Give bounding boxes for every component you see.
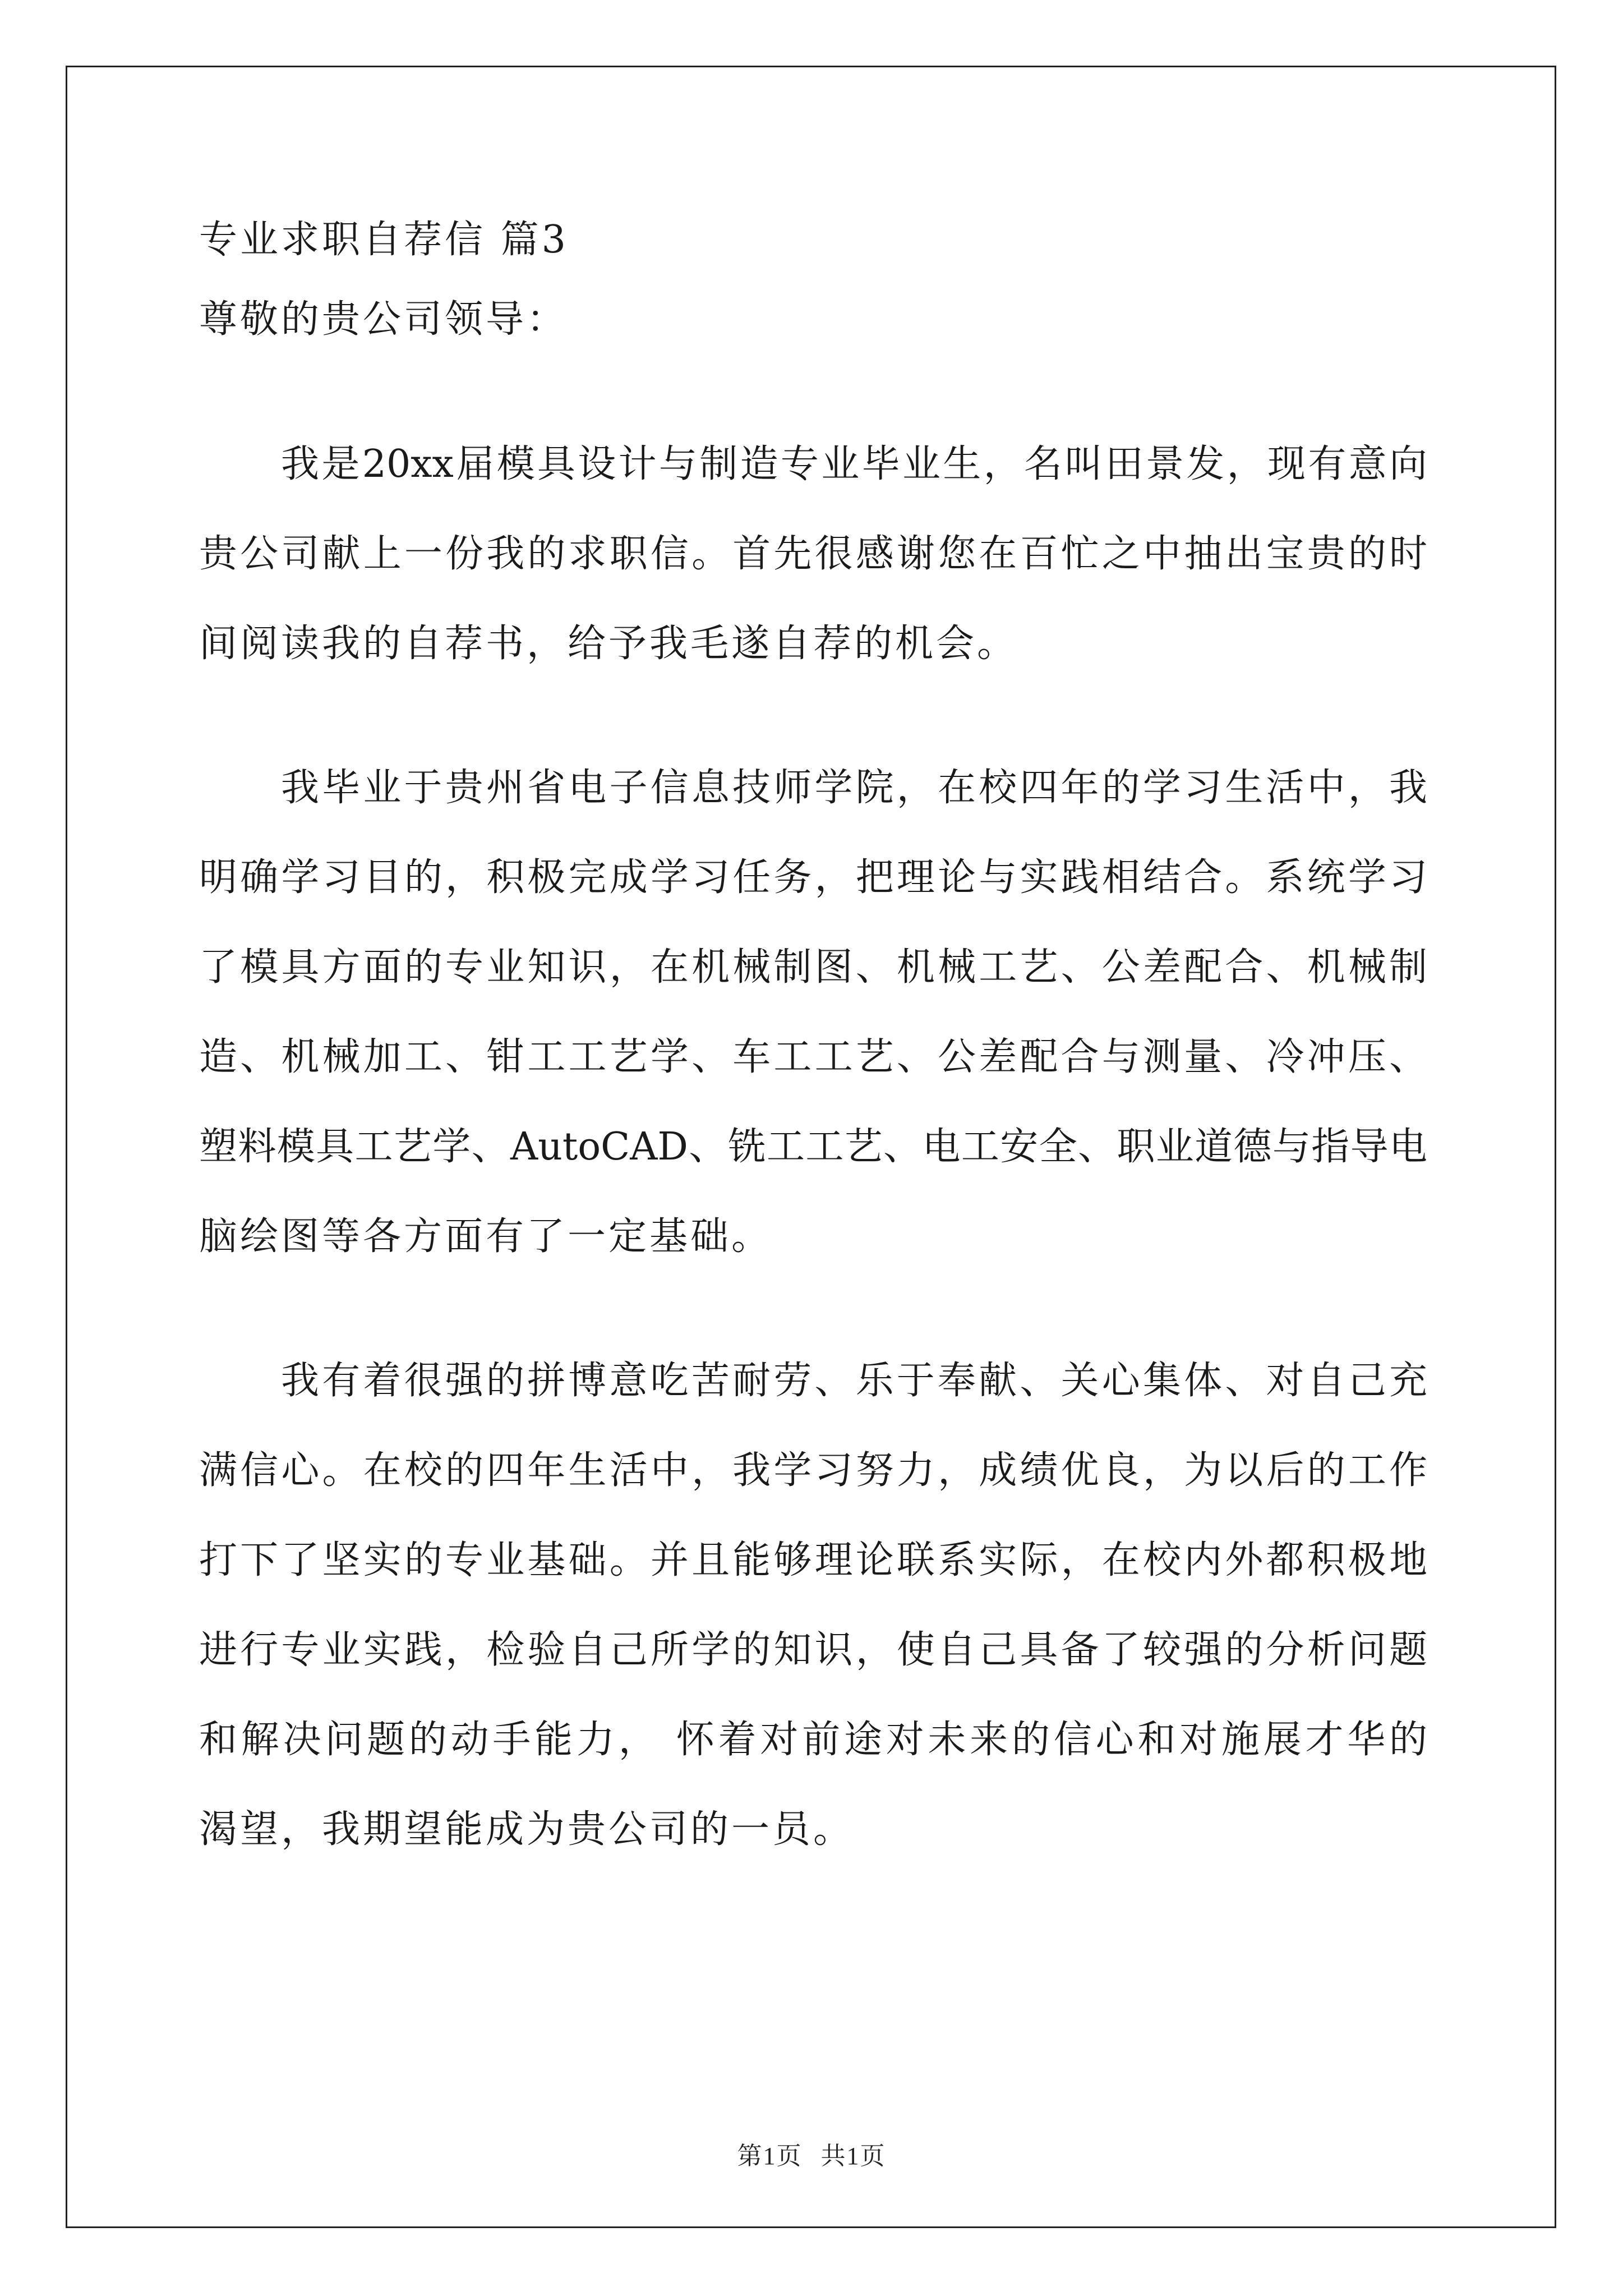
- paragraph-1-line-1: 我是20xx届模具设计与制造专业毕业生，名叫田景发，现有意向: [281, 442, 1427, 486]
- salutation: 尊敬的贵公司领导：: [199, 297, 568, 342]
- page-footer: [0, 2142, 1623, 2171]
- paragraph-2-line-2: 明确学习目的，积极完成学习任务，把理论与实践相结合。系统学习: [199, 855, 1427, 900]
- paragraph-1-line-2: 贵公司献上一份我的求职信。首先很感谢您在百忙之中抽出宝贵的时: [199, 532, 1427, 576]
- paragraph-2-line-6: 脑绘图等各方面有了一定基础。: [199, 1214, 773, 1259]
- page-total: 共1页: [820, 2142, 886, 2170]
- document-heading: 专业求职自荐信 篇3: [199, 218, 569, 262]
- paragraph-1-line-3: 间阅读我的自荐书，给予我毛遂自荐的机会。: [199, 622, 1018, 666]
- paragraph-3-line-1: 我有着很强的拼博意吃苦耐劳、乐于奉献、关心集体、对自己充: [281, 1359, 1427, 1403]
- page-number: 第1页: [737, 2142, 803, 2170]
- paragraph-3-line-5: 和解决问题的动手能力， 怀着对前途对未来的信心和对施展才华的: [199, 1718, 1427, 1762]
- paragraph-2-line-5: 塑料模具工艺学、AutoCAD、铣工工艺、电工安全、职业道德与指导电: [199, 1125, 1427, 1169]
- paragraph-3-line-2: 满信心。在校的四年生活中，我学习努力，成绩优良，为以后的工作: [199, 1448, 1427, 1493]
- paragraph-2-line-4: 造、机械加工、钳工工艺学、车工工艺、公差配合与测量、冷冲压、: [199, 1035, 1427, 1079]
- paragraph-3-line-4: 进行专业实践，检验自己所学的知识，使自己具备了较强的分析问题: [199, 1628, 1427, 1672]
- paragraph-2-line-1: 我毕业于贵州省电子信息技师学院，在校四年的学习生活中，我: [281, 766, 1427, 810]
- paragraph-3-line-3: 打下了坚实的专业基础。并且能够理论联系实际，在校内外都积极地: [199, 1538, 1427, 1582]
- paragraph-3-line-6: 渴望，我期望能成为贵公司的一员。: [199, 1807, 855, 1852]
- paragraph-2-line-3: 了模具方面的专业知识，在机械制图、机械工艺、公差配合、机械制: [199, 945, 1427, 990]
